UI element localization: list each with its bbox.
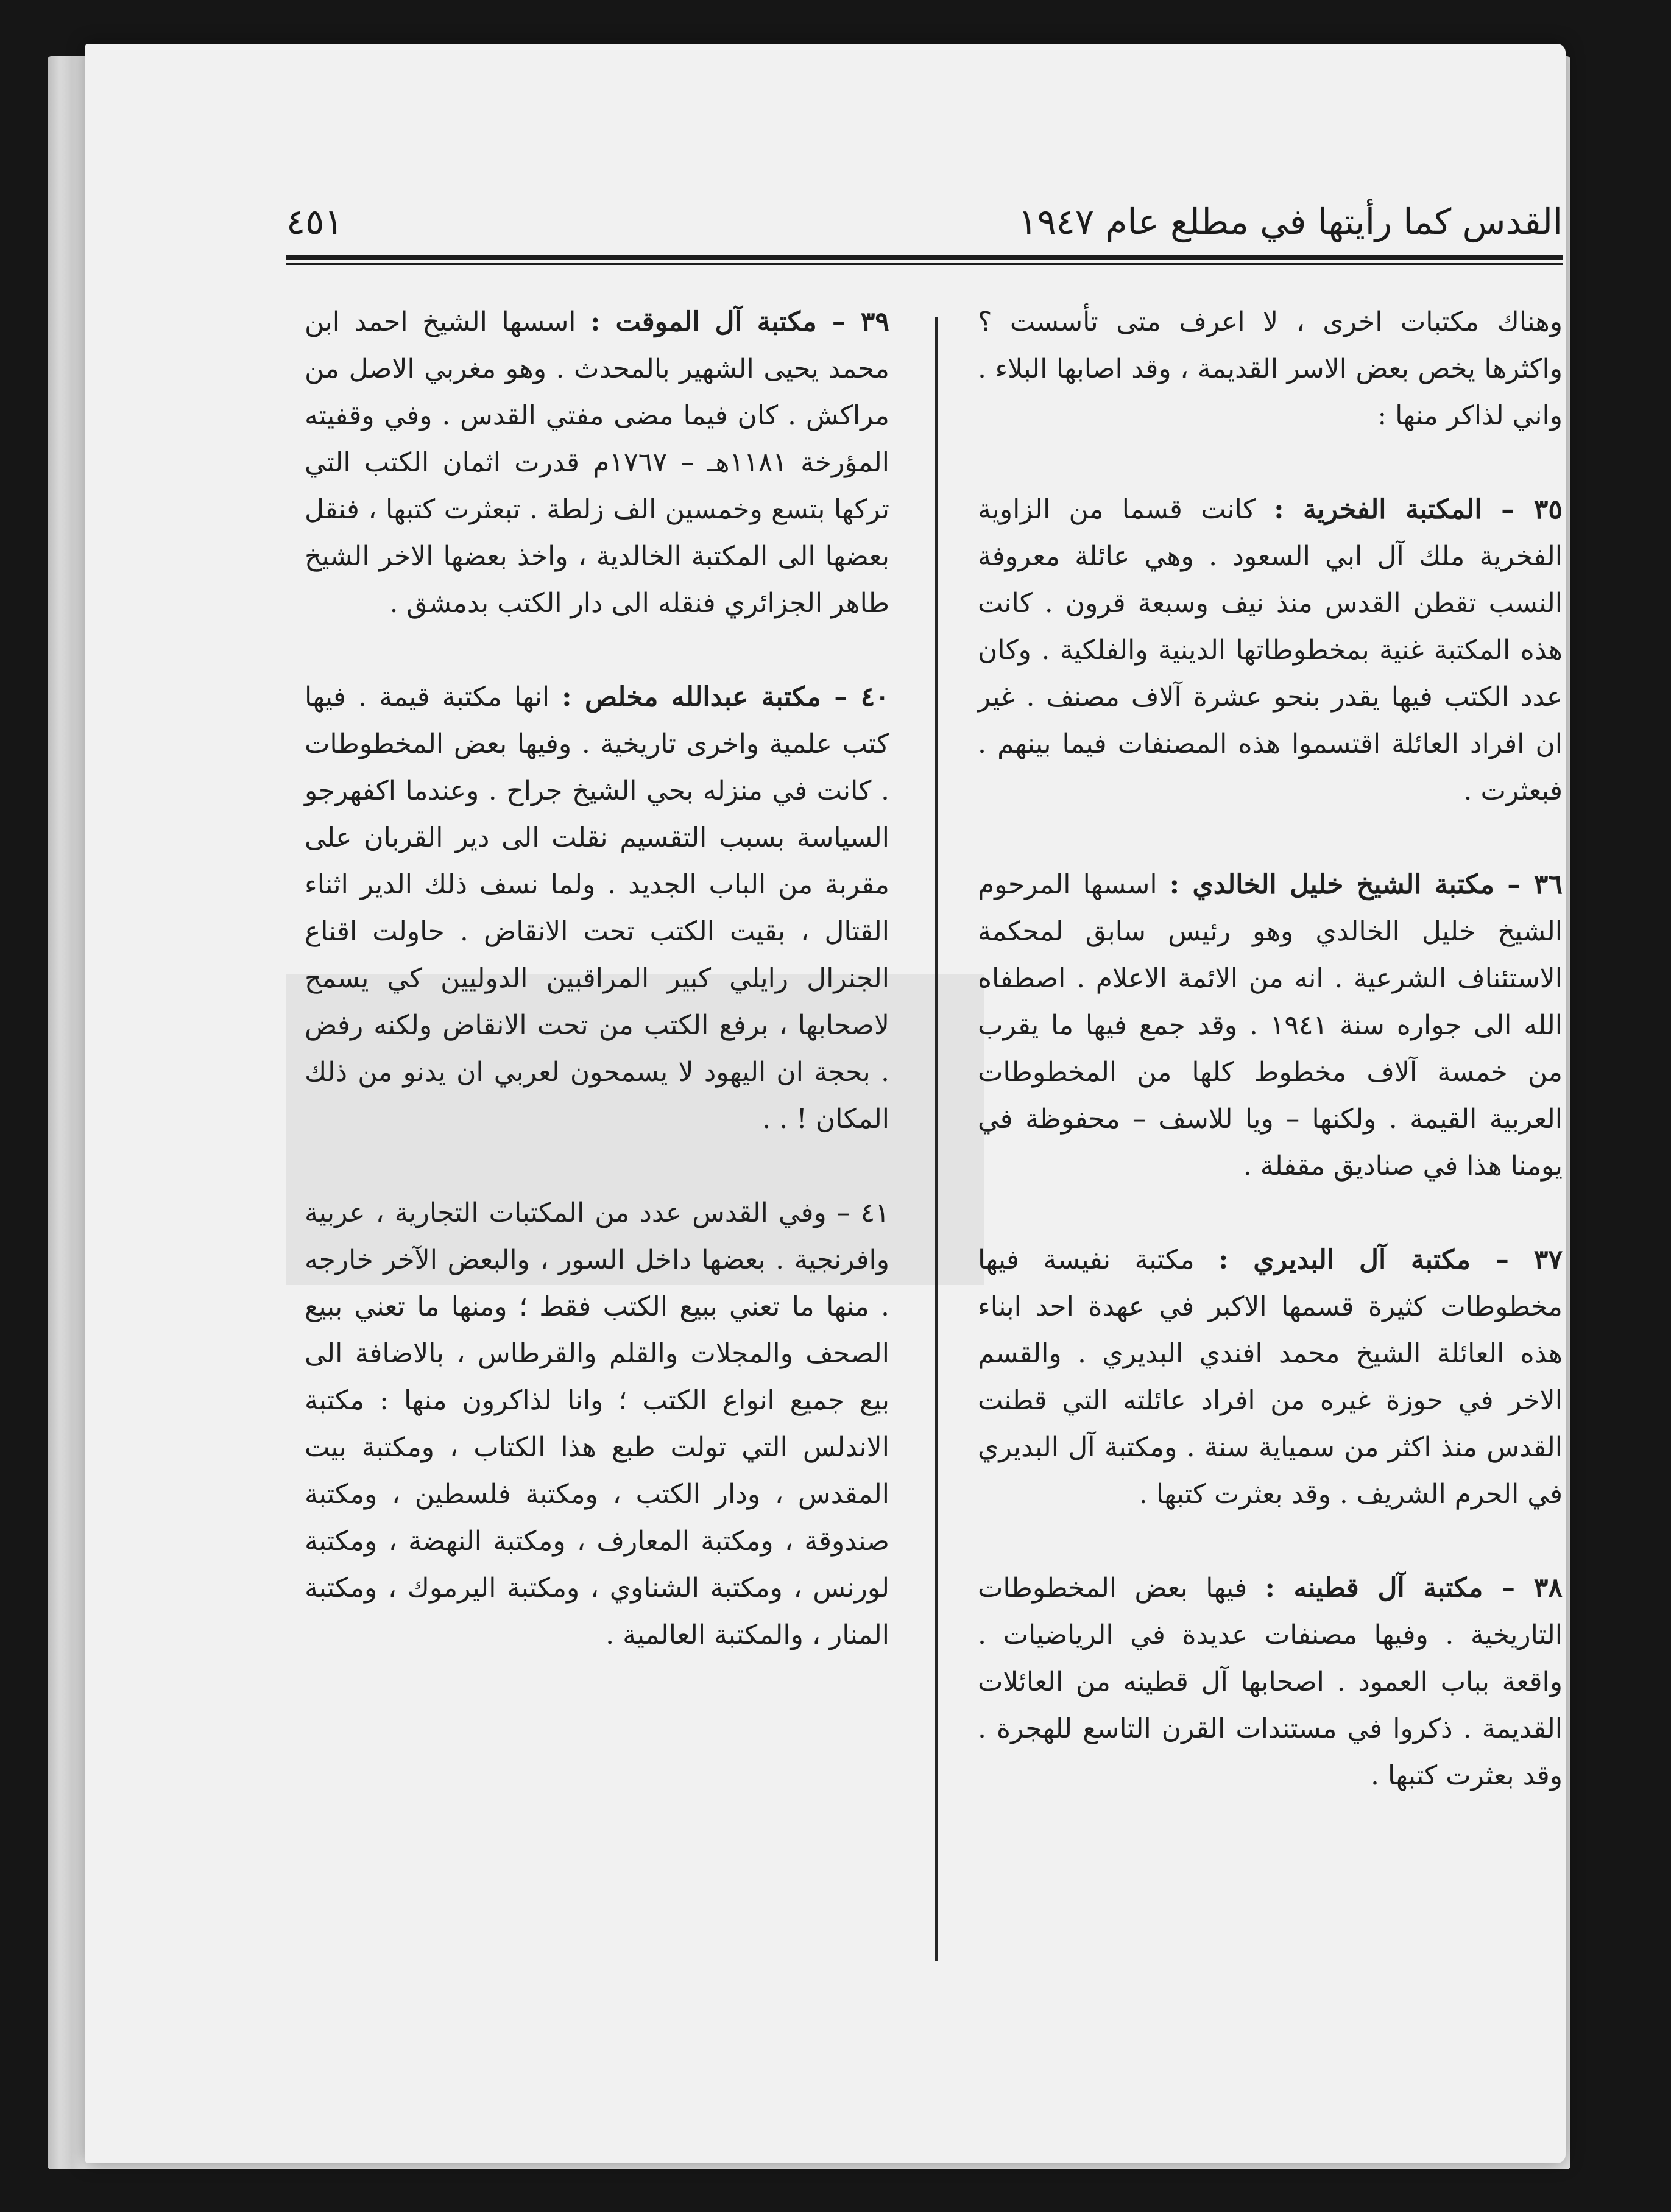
- paragraph-heading: ٣٧ – مكتبة آل البديري :: [1218, 1244, 1563, 1275]
- paragraph-heading: ٣٦ – مكتبة الشيخ خليل الخالدي :: [1169, 869, 1563, 900]
- paragraph-39: [305, 298, 889, 627]
- paragraph-heading: ٤١ –: [836, 1197, 889, 1228]
- paragraph-text: فيها بعض المخطوطات التاريخية . وفيها مصنفات عديدة في الرياضيات . واقعة بباب العمود . اصحابها آل قطينه من العائلات القديمة . ذكروا في مستندات القرن التاسع للهجرة . وقد بعثرت كتبها .: [978, 1573, 1563, 1791]
- paragraph-text: مكتبة نفيسة فيها مخطوطات كثيرة قسمها الاكبر في عهدة احد ابناء هذه العائلة الشيخ محمد افندي البديري . والقسم الاخر في حوزة غيره من افراد عائلته التي قطنت القدس منذ اكثر من سمياية سنة . ومكتبة آل البديري في الحرم الشريف . وقد بعثرت كتبها .: [978, 1244, 1563, 1510]
- paragraph-text: كانت قسما من الزاوية الفخرية ملك آل ابي السعود . وهي عائلة معروفة النسب تقطن القدس منذ نيف وسبعة قرون . كانت هذه المكتبة غنية بمخطوطاتها الدينية والفلكية . وكان عدد الكتب فيها يقدر بنحو عشرة آلاف مصنف . غير ان افراد العائلة اقتسموا هذه المصنفات فيما بينهم . فبعثرت .: [978, 494, 1563, 806]
- paragraph-36: [978, 861, 1563, 1189]
- paragraph-41: [305, 1189, 889, 1658]
- left-column: [305, 298, 889, 1658]
- paragraph-text: وفي القدس عدد من المكتبات التجارية ، عربية وافرنجية . بعضها داخل السور ، والبعض الآخر خارجه . منها ما تعني ببيع الكتب فقط ؛ ومنها ما تعني ببيع الصحف والمجلات والقلم والقرطاس ، بالاضافة الى بيع جميع انواع الكتب ؛ وانا لذاكرون منها : مكتبة الاندلس التي تولت طبع هذا الكتاب ، ومكتبة بيت المقدس ، ودار الكتب ، ومكتبة فلسطين ، ومكتبة صندوقة ، ومكتبة المعارف ، ومكتبة النهضة ، ومكتبة لورنس ، ومكتبة الشناوي ، ومكتبة اليرموك ، ومكتبة المنار ، والمكتبة العالمية .: [305, 1197, 890, 1650]
- paragraph-heading: ٣٩ – مكتبة آل الموقت :: [590, 306, 890, 337]
- paragraph-text: اسسها الشيخ احمد ابن محمد يحيى الشهير بالمحدث . وهو مغربي الاصل من مراكش . كان فيما مضى مفتي القدس . وفي وقفيته المؤرخة ١١٨١هـ – ١٧٦٧م قدرت اثمان الكتب التي تركها بتسع وخمسين الف زلطة . تبعثرت كتبها ، فنقل بعضها الى المكتبة الخالدية ، واخذ بعضها الاخر الشيخ طاهر الجزائري فنقله الى دار الكتب بدمشق .: [305, 306, 889, 619]
- column-divider: [935, 317, 938, 1961]
- running-title: القدس كما رأيتها في مطلع عام ١٩٤٧: [1018, 201, 1563, 242]
- page-number: ٤٥١: [286, 201, 344, 242]
- paragraph-text: اسسها المرحوم الشيخ خليل الخالدي وهو رئيس سابق لمحكمة الاستئناف الشرعية . انه من الائمة الاعلام . اصطفاه الله الى جواره سنة ١٩٤١ . وقد جمع فيها ما يقرب من خمسة آلاف مخطوط كلها من المخطوطات العربية القيمة . ولكنها – ويا للاسف – محفوظة في يومنا هذا في صناديق مقفلة .: [978, 869, 1563, 1182]
- paragraph-text: انها مكتبة قيمة . فيها كتب علمية واخرى تاريخية . وفيها بعض المخطوطات . كانت في منزله بحي الشيخ جراح . وعندما اكفهرجو السياسة بسبب التقسيم نقلت الى دير القربان على مقربة من الباب الجديد . ولما نسف ذلك الدير اثناء القتال ، بقيت الكتب تحت الانقاض . حاولت اقناع الجنرال رايلي كبير المراقبين الدوليين كي يسمح لاصحابها ، برفع الكتب من تحت الانقاض ولكنه رفض . بحجة ان اليهود لا يسمحون لعربي ان يدنو من ذلك المكان ! . .: [305, 682, 889, 1135]
- header-rule: [286, 255, 1563, 260]
- paragraph-heading: ٤٠ – مكتبة عبدالله مخلص :: [562, 682, 889, 713]
- paragraph-text: وهناك مكتبات اخرى ، لا اعرف متى تأسست ؟ واكثرها يخص بعض الاسر القديمة ، وقد اصابها البلاء . واني لذاكر منها :: [978, 306, 1563, 431]
- paragraph-heading: ٣٥ – المكتبة الفخرية :: [1274, 494, 1563, 525]
- running-header: [286, 201, 1563, 250]
- paragraph-40: [305, 674, 889, 1143]
- right-column: [978, 298, 1563, 1799]
- paragraph-intro: [978, 298, 1563, 439]
- header-rule-thin: [286, 263, 1563, 265]
- paragraph-35: [978, 486, 1563, 814]
- paragraph-heading: ٣٨ – مكتبة آل قطينه :: [1265, 1573, 1563, 1604]
- paragraph-38: [978, 1565, 1563, 1799]
- paragraph-37: [978, 1236, 1563, 1518]
